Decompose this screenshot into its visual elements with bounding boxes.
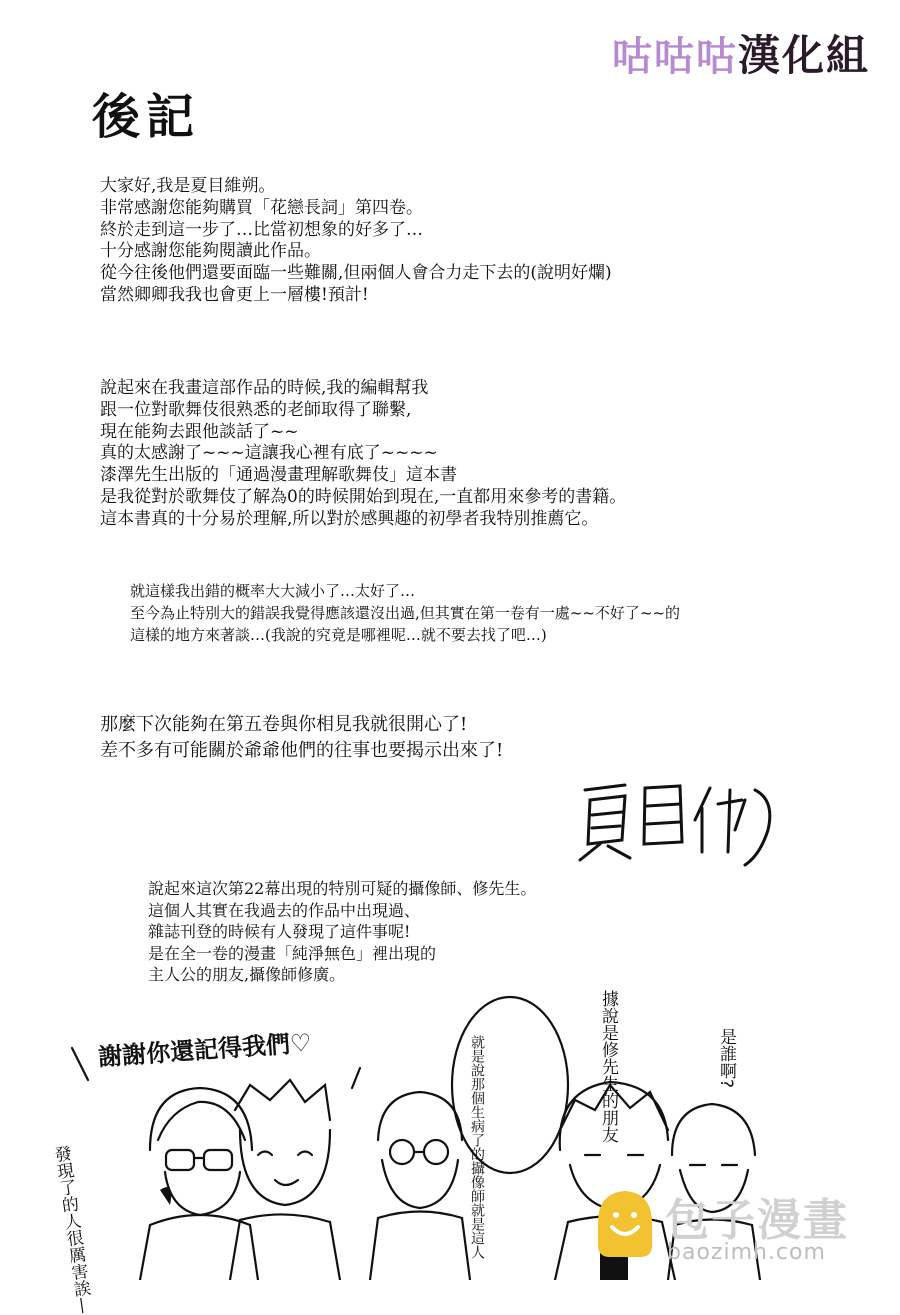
logo-char-3: 咕 — [695, 33, 738, 80]
text-line: 主人公的朋友,攝像師修廣。 — [148, 965, 346, 984]
watermark — [585, 1178, 885, 1273]
text-line: 從今往後他們還要面臨一些難關,但兩個人會合力走下去的(說明好爛) — [100, 263, 612, 284]
bubble-line: 修先生的 — [598, 1041, 618, 1109]
text-line: 這本書真的十分易於理解,所以對於感興趣的初學者我特別推薦它。 — [100, 508, 599, 529]
side-note-line-1: 發現了的人 — [49, 1144, 82, 1232]
text-line: 是在全一卷的漫畫「純淨無色」裡出現的 — [148, 943, 437, 963]
watermark-title: 包子漫畫 — [665, 1195, 849, 1246]
bubble-line: 那個生病了 — [469, 1077, 485, 1147]
afterword-paragraph-3 — [130, 580, 680, 646]
text-line: 至今為止特別大的錯誤我覺得應該還沒出過,但其實在第一卷有一處~~不好了~~的 — [130, 604, 681, 622]
bubble-line: 朋友 — [598, 1109, 618, 1143]
signature-icon — [570, 760, 790, 870]
text-line: 終於走到這一步了…比當初想象的好多了… — [100, 219, 423, 240]
bubble-line: 是誰 — [716, 1028, 736, 1062]
text-line: 說起來在我畫這部作品的時候,我的編輯幫我 — [100, 378, 429, 398]
afterword-paragraph-4 — [100, 712, 503, 764]
bubble-line: 就是這人 — [469, 1203, 485, 1259]
bubble-line: 啊? — [716, 1062, 736, 1089]
bun-logo-icon — [590, 1183, 660, 1263]
group-logo — [570, 18, 870, 88]
speech-bubble-right — [598, 990, 618, 1143]
page-title: 後記 — [92, 89, 201, 145]
watermark-url: baozimh.com — [667, 1240, 826, 1265]
speech-bubble-middle — [468, 1035, 485, 1259]
afterword-paragraph-2 — [100, 378, 626, 531]
bubble-line: 就是說 — [469, 1035, 485, 1077]
text-line: 那麼下次能夠在第五卷與你相見我就很開心了! — [100, 714, 468, 735]
afterword-paragraph-5 — [148, 878, 536, 986]
logo-char-2: 咕 — [653, 33, 696, 80]
text-line: 這樣的地方來著談…(我說的究竟是哪裡呢…就不要去找了吧…) — [130, 626, 547, 644]
text-line: 這個人其實在我過去的作品中出現過、 — [148, 900, 421, 920]
text-line: 就這樣我出錯的概率大大減小了…太好了… — [130, 582, 416, 600]
text-line: 差不多有可能關於爺爺他們的往事也要揭示出來了! — [100, 740, 504, 761]
bubble-line: 據說是 — [598, 990, 618, 1041]
text-line: 雜誌刊登的時候有人發現了這件事呢! — [148, 922, 411, 941]
text-line: 當然卿卿我我也會更上一層樓!預計! — [100, 284, 369, 305]
text-line: 十分感謝您能夠閱讀此作品。 — [100, 241, 321, 262]
text-line: 大家好,我是夏目維朔。 — [100, 176, 276, 196]
text-line: 說起來這次第22幕出現的特別可疑的攝像師、修先生。 — [148, 879, 537, 898]
text-line: 非常感謝您能夠購買「花戀長詞」第四卷。 — [100, 197, 423, 218]
text-line: 跟一位對歌舞伎很熟悉的老師取得了聯繫, — [100, 399, 412, 420]
logo-char-1: 咕 — [611, 33, 654, 80]
speech-bubble-far-right — [716, 1028, 736, 1118]
bubble-line: 的攝像師 — [469, 1147, 485, 1203]
text-line: 真的太感謝了~~~這讓我心裡有底了~~~~ — [100, 443, 438, 464]
text-line: 現在能夠去跟他談話了~~ — [100, 421, 299, 442]
side-note-line-2: 很厲害誒— — [61, 1228, 94, 1315]
text-line: 是我從對於歌舞伎了解為0的時候開始到現在,一直都用來參考的書籍。 — [100, 486, 627, 507]
logo-text: 漢化組 — [737, 31, 870, 80]
afterword-paragraph-1 — [100, 176, 612, 307]
text-line: 漆澤先生出版的「通過漫畫理解歌舞伎」這本書 — [100, 465, 457, 486]
thanks-banner: 謝謝你還記得我們♡ — [97, 1028, 313, 1072]
